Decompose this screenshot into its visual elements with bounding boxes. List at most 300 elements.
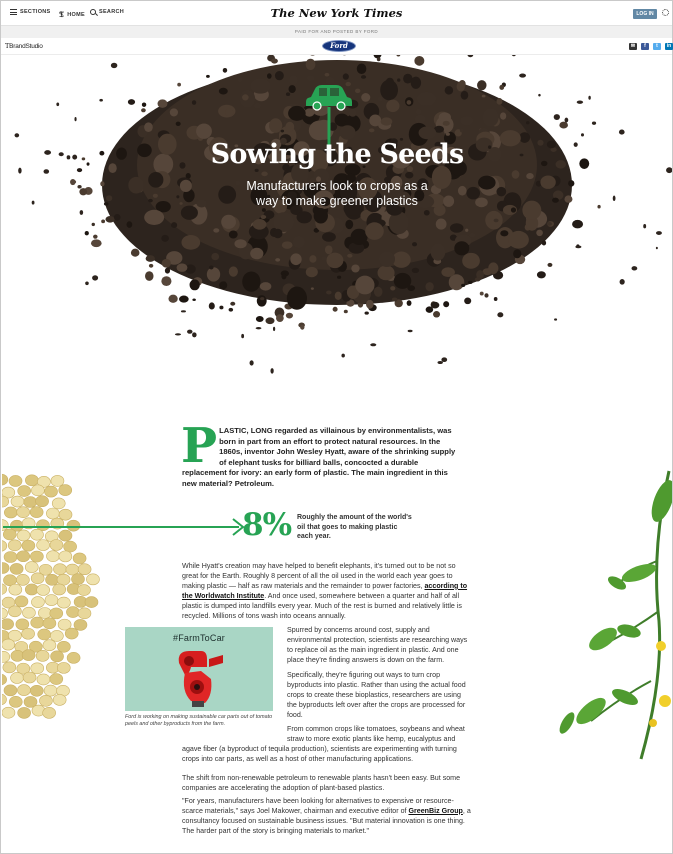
soybean (45, 574, 58, 585)
body-paragraph-1 (182, 562, 473, 621)
soil-clump (526, 121, 530, 124)
soil-clump (449, 274, 465, 290)
soil-clump (111, 63, 117, 68)
soybean (43, 707, 56, 718)
greenbiz-link[interactable]: GreenBiz Group (408, 806, 463, 815)
soil-clump (536, 230, 543, 236)
soil-clump (441, 267, 455, 277)
p6-text-b: , a consultancy focused on sustainable business issues. "But material innovation is one thing. The harder part of the story is bringing materials to market." (182, 806, 471, 835)
soil-clump (465, 229, 468, 232)
stat-caption: Roughly the amount of the world's oil that goes to making plastic each year. (297, 514, 412, 540)
soybean (57, 641, 70, 652)
soybean (2, 608, 8, 619)
soil-clump (168, 295, 177, 303)
soil-clump (488, 262, 498, 274)
soil-clump (355, 276, 374, 295)
soil-clump (219, 88, 228, 95)
soil-clump (230, 302, 235, 306)
soil-clump (219, 306, 223, 310)
red-car-part-icon (171, 645, 227, 711)
soil-clump (211, 253, 219, 260)
soil-clump (56, 102, 59, 106)
soybean (65, 628, 78, 639)
soil-clump (141, 108, 146, 112)
soil-clump (149, 264, 153, 268)
soybean (38, 608, 51, 619)
soil-clump (613, 196, 616, 202)
soil-clump (431, 243, 446, 260)
soybean (2, 619, 14, 630)
soil-clump (270, 368, 273, 374)
soybean (3, 662, 16, 673)
soybean (2, 707, 15, 718)
soil-clump (261, 215, 267, 219)
ford-logo[interactable]: Ford (322, 40, 356, 52)
soil-clump (656, 231, 662, 235)
soybean (10, 563, 23, 574)
soybean (17, 507, 30, 518)
soybean (4, 552, 17, 563)
stat-figure: 8% (242, 507, 292, 543)
soil-clump (450, 223, 463, 233)
soil-clump (300, 325, 304, 330)
p1-text-a: While Hyatt's creation may have helped to benefit elephants, it's turned out to be not so great for the Earth. Roughly 8 percent of all the oil used in the world each year goes to making plastic — half as raw materials and the remainder to power factories, (182, 562, 456, 590)
soybean (17, 530, 30, 541)
soil-clump (144, 210, 164, 225)
soil-clump (478, 176, 496, 190)
soil-clump (475, 197, 488, 207)
soil-clump (513, 249, 521, 258)
soil-clump (347, 254, 352, 258)
soybean (53, 564, 66, 575)
brand-bar (1, 38, 672, 55)
soil-clump (554, 114, 560, 120)
soil-clump (443, 121, 450, 126)
brandstudio-logo[interactable] (5, 42, 43, 50)
soybean (59, 485, 72, 496)
soil-clump (196, 123, 212, 138)
soil-clump (425, 282, 433, 291)
soybean (57, 574, 70, 585)
soybean (36, 650, 49, 661)
search-label: SEARCH (99, 9, 125, 15)
soil-clump (93, 235, 98, 239)
soil-clump (181, 310, 186, 312)
soybean (44, 685, 57, 696)
soybean (8, 606, 21, 617)
soil-clump (407, 100, 412, 105)
soybean (36, 496, 49, 507)
tomato-plant-illustration (541, 461, 672, 761)
soil-clump (497, 312, 503, 317)
soil-clump (131, 249, 140, 257)
soil-clump (439, 112, 451, 122)
soil-clump (237, 77, 242, 82)
soil-clump (526, 173, 533, 179)
soybean (45, 486, 58, 497)
soybean (2, 474, 8, 485)
worldwatch-link[interactable]: according to the Worldwatch Institute (182, 581, 468, 600)
callout-rule (3, 526, 239, 528)
soybean (31, 617, 44, 628)
soil-clump (321, 256, 327, 260)
soil-clump (436, 219, 447, 230)
soil-clump (326, 290, 332, 294)
soil-clump (265, 317, 274, 324)
soil-clump (365, 312, 369, 315)
soybean (24, 496, 37, 507)
soil-clump (619, 130, 625, 135)
soil-clump (85, 231, 89, 235)
soil-clump (396, 55, 400, 56)
soil-clump (656, 247, 658, 250)
soil-clump (260, 297, 264, 300)
soil-clump (241, 334, 244, 338)
soil-clump (128, 99, 135, 105)
soil-clump (153, 194, 158, 198)
soil-clump (74, 117, 76, 121)
soil-clump (100, 181, 104, 186)
soil-clump (285, 122, 294, 132)
soybean (31, 597, 44, 608)
soil-clump (407, 300, 412, 306)
soil-clump (229, 308, 234, 312)
soil-clump (377, 57, 381, 61)
soil-clump (461, 91, 469, 100)
soil-clump (162, 259, 171, 268)
soil-clump (443, 301, 449, 307)
soil-clump (554, 318, 557, 320)
soil-clump (454, 241, 469, 255)
soil-clump (253, 219, 267, 230)
soil-clump (337, 276, 341, 279)
soil-clump (209, 302, 215, 309)
login-button[interactable]: LOG IN (633, 9, 657, 19)
soil-clump (469, 233, 475, 238)
soil-clump (127, 221, 133, 228)
body-paragraph-3: Specifically, they're figuring out ways to turn crop byproducts into plastic. Rather than using the actual food crops to create these bioplastics, researchers are using the byproducts left over after the crops are processed for food. (287, 671, 466, 719)
soybean (30, 551, 43, 562)
soybean (46, 551, 59, 562)
soil-clump (269, 118, 282, 133)
nyt-t-icon: 𝕿 (59, 9, 65, 19)
soybean (53, 694, 66, 705)
soybean (37, 585, 50, 596)
soil-clump (267, 73, 272, 79)
soil-clump (309, 255, 316, 263)
soil-clump (242, 271, 260, 291)
soybean (31, 573, 44, 584)
soil-clump (620, 279, 625, 285)
soil-clump (314, 208, 328, 224)
soil-clump (148, 199, 153, 202)
hero-title: Sowing the Seeds (210, 139, 464, 170)
soil-clump (144, 122, 153, 132)
soil-clump (250, 248, 263, 259)
soil-clump (180, 180, 192, 192)
soybean (11, 496, 24, 507)
soil-clump (357, 63, 367, 74)
soybean (57, 597, 70, 608)
soil-clump (568, 180, 574, 186)
soil-clump (289, 85, 296, 93)
body-paragraph-4-continued: agave fiber (a byproduct of tequila production), scientists are experimenting with turning crops into car parts, as well as a host of other manufacturing applications. (182, 745, 457, 763)
soil-clump (271, 58, 278, 63)
soil-clump (397, 78, 400, 81)
soil-clump (92, 275, 98, 280)
soil-clump (499, 85, 504, 90)
soil-clump (575, 246, 581, 249)
soil-clump (496, 187, 506, 197)
soybean (17, 685, 30, 696)
p1-text-b: . And once used, somewhere between a quarter and half of all plastic is dumped into landfills every year. Much of the rest is burned and relatively little is recycled. Millions of tons wash into oceans annually. (182, 591, 462, 620)
soil-clump (537, 271, 546, 278)
soil-clump (260, 282, 271, 290)
soil-clump (165, 268, 170, 274)
soil-clump (496, 98, 502, 105)
figure-caption: Ford is working on making sustainable car parts out of tomato peels and other byproducts from the farm. (125, 714, 273, 728)
soybean (2, 651, 10, 662)
soybean (78, 585, 91, 596)
soybean (85, 597, 98, 608)
linkedin-icon[interactable]: in (666, 43, 672, 49)
soil-clump (468, 281, 473, 284)
soybean (22, 607, 35, 618)
soil-clump (464, 298, 471, 305)
soil-clump (250, 360, 254, 365)
soil-clump (32, 201, 35, 205)
soil-clump (15, 133, 20, 137)
soil-clump (408, 330, 413, 332)
soybean (51, 651, 64, 662)
soil-clump (77, 185, 81, 189)
soil-clump (412, 242, 417, 246)
soil-clump (92, 223, 95, 226)
soil-clump (273, 327, 275, 331)
soil-clump (196, 199, 207, 207)
soybeans-illustration (2, 469, 127, 719)
soil-clump (394, 273, 411, 289)
soil-clump (114, 214, 121, 221)
soil-clump (437, 361, 443, 364)
soil-clump (581, 133, 584, 136)
soil-clump (381, 117, 393, 125)
soil-clump (547, 263, 552, 267)
soil-clump (417, 92, 437, 106)
soil-clump (484, 293, 488, 297)
soil-clump (91, 239, 102, 247)
soil-clump (306, 267, 318, 277)
body-paragraph-6 (182, 797, 473, 837)
soil-clump (380, 80, 398, 100)
mail-icon[interactable]: ✉ (630, 43, 636, 49)
soil-clump (361, 75, 366, 79)
soil-clump (483, 108, 499, 127)
farm-to-car-figure[interactable] (125, 627, 273, 711)
soil-clump (181, 206, 198, 220)
soil-clump (306, 59, 316, 70)
soybean (43, 618, 56, 629)
soybean (45, 595, 58, 606)
soil-clump (229, 230, 238, 238)
soil-clump (379, 251, 395, 267)
body-paragraph-5: The shift from non-renewable petroleum to renewable plants hasn't been easy. But some companies are accelerating the adoption of plant-based plastics. (182, 774, 461, 792)
soybean (31, 663, 44, 674)
soil-clump (282, 241, 293, 249)
soybean (2, 584, 7, 595)
soil-clump (192, 332, 197, 337)
soil-clump (281, 274, 286, 280)
soil-clump (416, 109, 421, 115)
soybean (43, 640, 56, 651)
soil-clump (161, 235, 169, 242)
soil-clump (424, 210, 430, 215)
soil-clump (540, 175, 555, 188)
soybean (9, 696, 22, 707)
soil-clump (405, 172, 413, 179)
soil-clump (273, 229, 282, 239)
soil-clump (218, 186, 236, 204)
soil-clump (256, 316, 264, 322)
soybean (2, 562, 9, 573)
paid-notice: PAID FOR AND POSTED BY FORD (1, 26, 672, 38)
soil-clump (187, 330, 192, 334)
soybean (31, 485, 44, 496)
soil-clump (588, 96, 590, 100)
soybean (53, 584, 66, 595)
soil-clump (466, 187, 480, 199)
soil-clump (419, 126, 437, 139)
soybean (50, 674, 63, 685)
soybean (64, 541, 77, 552)
soil-clump (158, 99, 168, 107)
soybean (46, 508, 59, 519)
brandstudio-t: T (5, 42, 10, 50)
soybean (37, 674, 50, 685)
soybean (50, 608, 63, 619)
soil-clump (390, 286, 395, 290)
soil-clump (443, 195, 454, 206)
soil-clump (441, 357, 447, 362)
soil-clump (386, 100, 399, 112)
nyt-masthead-bar (1, 1, 672, 26)
soybean (2, 540, 7, 551)
soil-clump (170, 108, 178, 116)
soybean (50, 540, 63, 551)
drop-cap: P (181, 418, 218, 474)
soil-clump (547, 222, 552, 226)
soil-clump (213, 228, 219, 232)
soil-clump (311, 287, 314, 289)
soil-clump (177, 263, 188, 272)
soil-clump (577, 101, 583, 104)
soil-clump (341, 354, 344, 358)
soil-clump (179, 296, 189, 303)
soybean (52, 498, 65, 509)
soil-clump (378, 96, 383, 101)
soil-clump (171, 222, 177, 228)
soil-clump (519, 74, 526, 78)
soil-clump (482, 95, 486, 98)
soil-clump (70, 179, 76, 185)
soil-clump (460, 116, 473, 125)
soil-clump (366, 300, 374, 309)
soybean (2, 674, 7, 685)
soybean (4, 685, 17, 696)
soil-clump (146, 255, 155, 262)
soybean (66, 607, 79, 618)
soil-clump (552, 198, 559, 203)
soil-clump (411, 77, 421, 89)
soil-clump (209, 265, 214, 269)
soybean (67, 652, 80, 663)
soil-clump (177, 83, 181, 87)
soybean (37, 540, 50, 551)
soybean (25, 584, 38, 595)
gear-icon[interactable] (662, 9, 669, 16)
soybean (22, 650, 35, 661)
soybean (16, 574, 29, 585)
soybean (86, 574, 99, 585)
soil-clump (412, 268, 419, 273)
soil-clump (161, 276, 171, 286)
soil-clump (101, 220, 105, 224)
hero-subtitle: Manufacturers look to crops as a way to make greener plastics (246, 179, 428, 208)
soil-clump (572, 220, 583, 229)
soil-clump (325, 245, 333, 254)
body-paragraph-4: From common crops like tomatoes, soybeans and wheat straw to more exotic plants like hemp, eucalyptus and (287, 725, 465, 743)
soil-clump (234, 239, 246, 248)
soil-clump (190, 279, 200, 290)
soil-clump (643, 224, 646, 228)
soil-clump (235, 180, 240, 185)
soil-clump (128, 177, 144, 194)
soybean (25, 475, 38, 486)
soybean (78, 608, 91, 619)
soybean (30, 507, 43, 518)
soybean (9, 584, 22, 595)
nyt-logo[interactable]: The New York Times (270, 6, 403, 20)
soil-clump (142, 103, 146, 107)
soil-clump (219, 281, 227, 289)
soil-clump (351, 264, 359, 272)
soybean (39, 695, 52, 706)
home-label: HOME (67, 11, 85, 18)
twitter-icon[interactable]: t (653, 43, 661, 50)
soybean (9, 475, 22, 486)
soybean (38, 629, 51, 640)
soil-clump (477, 80, 486, 90)
soil-clump (457, 81, 465, 91)
soybean (59, 509, 72, 520)
soil-clump (223, 68, 227, 73)
soil-clump (192, 100, 196, 105)
soil-clump (106, 195, 112, 201)
facebook-icon[interactable]: f (641, 43, 649, 50)
soil-clump (414, 56, 424, 66)
soil-clump (242, 94, 249, 100)
soil-clump (433, 311, 440, 317)
soybean (57, 662, 70, 673)
soil-clump (494, 219, 499, 223)
lede-paragraph (181, 418, 458, 490)
soil-clump (80, 210, 84, 215)
soybean (23, 672, 36, 683)
soil-clump (333, 307, 338, 312)
soil-clump (365, 222, 384, 240)
soil-clump (275, 258, 280, 262)
soil-clump (105, 216, 114, 223)
